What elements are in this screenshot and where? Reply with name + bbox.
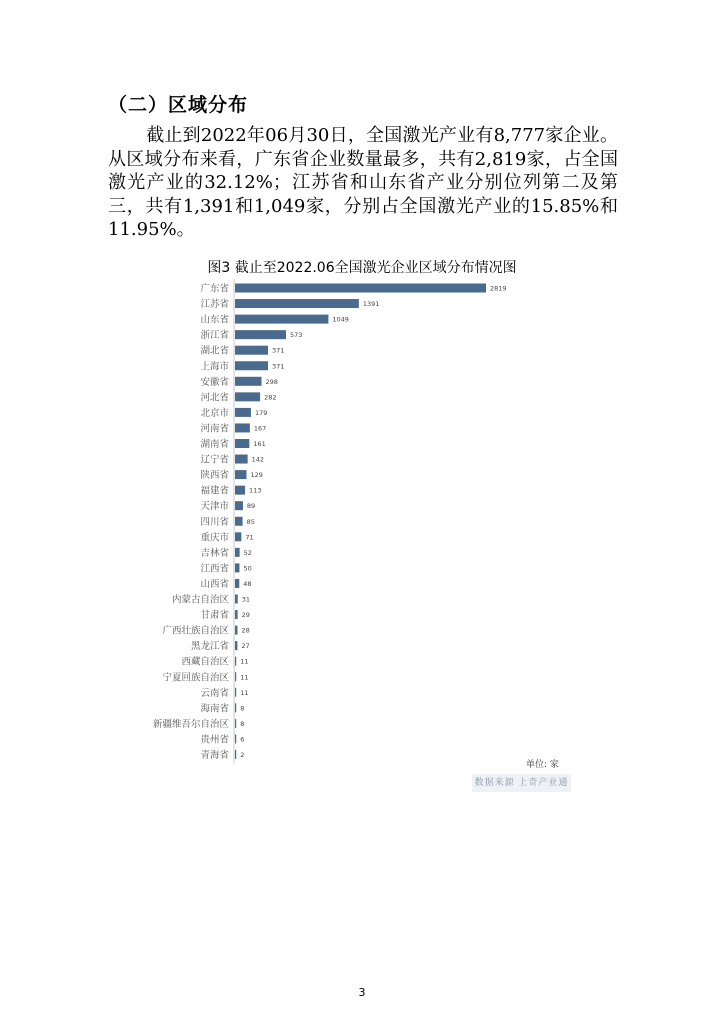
bar — [235, 719, 236, 728]
value-label: 573 — [290, 331, 303, 340]
value-label: 167 — [253, 424, 267, 433]
bar — [235, 299, 359, 308]
category-label: 吉林省 — [200, 547, 229, 559]
category-label: 新疆维吾尔自治区 — [152, 718, 229, 730]
value-label: 85 — [246, 517, 255, 526]
bar — [235, 641, 237, 650]
category-label: 上海市 — [200, 361, 229, 373]
category-label: 青海省 — [200, 750, 229, 761]
value-label: 2 — [240, 751, 245, 759]
value-label: 50 — [243, 564, 252, 573]
value-label: 1391 — [362, 300, 380, 309]
category-label: 辽宁省 — [200, 454, 229, 466]
bar — [235, 423, 250, 432]
bar — [235, 563, 239, 572]
bar — [235, 657, 236, 666]
value-label: 27 — [241, 642, 250, 651]
bar — [235, 501, 243, 510]
bar — [235, 439, 249, 448]
category-label: 北京市 — [200, 407, 229, 419]
value-label: 179 — [254, 408, 268, 417]
bar — [235, 377, 262, 386]
bar — [235, 330, 286, 339]
value-label: 28 — [241, 626, 250, 635]
bar — [235, 392, 260, 401]
bar — [235, 408, 251, 417]
category-label: 西藏自治区 — [181, 656, 229, 668]
unit-label: 单位: 家 — [526, 760, 559, 770]
bar — [235, 470, 246, 479]
bar — [235, 610, 238, 619]
bar — [235, 688, 236, 697]
category-label: 云南省 — [200, 687, 229, 699]
value-label: 11 — [240, 688, 249, 697]
category-label: 天津市 — [200, 501, 229, 513]
figure-caption: 图3 截止至2022.06全国激光企业区域分布情况图 — [207, 260, 517, 276]
category-label: 重庆市 — [200, 532, 229, 544]
category-label: 安徽省 — [200, 376, 229, 388]
value-label: 282 — [264, 393, 277, 402]
value-label: 71 — [245, 533, 254, 542]
category-label: 湖北省 — [200, 345, 229, 357]
paragraph-text: 截止到2022年06月30日，全国激光产业有8,777家企业。从区域分布来看，广东省企业数量最多，共有2,819家，占全国激光产业的32.12%；江苏省和山东省产业分别位列第二及第三，共有1,391和1,049家，分别占全国激光产业的15.85%和11.95%。 — [108, 125, 618, 240]
value-label: 161 — [253, 440, 266, 448]
region-bar-chart — [0, 275, 724, 761]
category-label: 湖南省 — [200, 439, 229, 450]
bar — [235, 315, 328, 324]
value-label: 1049 — [332, 315, 349, 324]
value-label: 29 — [241, 611, 250, 620]
value-label: 8 — [240, 704, 245, 713]
bar — [235, 486, 245, 495]
category-label: 河北省 — [200, 392, 229, 404]
category-label: 江西省 — [200, 563, 229, 575]
value-label: 8 — [240, 719, 245, 728]
bar — [235, 672, 236, 681]
bar — [235, 532, 241, 541]
value-label: 11 — [240, 673, 249, 682]
bar — [235, 346, 268, 355]
bar — [235, 455, 248, 464]
category-label: 福建省 — [200, 485, 229, 497]
bar — [235, 517, 243, 526]
bar — [235, 734, 236, 743]
bar — [235, 626, 237, 635]
value-label: 6 — [240, 735, 245, 744]
page-number: 3 — [358, 986, 366, 999]
value-label: 129 — [250, 471, 263, 480]
category-label: 四川省 — [200, 516, 229, 528]
category-label: 陕西省 — [200, 470, 229, 482]
value-label: 2819 — [490, 284, 507, 293]
category-label: 黑龙江省 — [190, 641, 229, 653]
value-label: 11 — [240, 657, 249, 666]
bar — [235, 548, 240, 557]
category-label: 广东省 — [200, 283, 229, 295]
category-label: 海南省 — [200, 703, 229, 715]
bar — [235, 703, 236, 712]
category-label: 山西省 — [200, 578, 229, 590]
category-label: 江苏省 — [200, 299, 229, 311]
category-label: 浙江省 — [200, 330, 229, 342]
body-paragraph — [108, 124, 618, 242]
value-label: 371 — [272, 362, 285, 371]
value-label: 48 — [243, 579, 252, 588]
value-label: 89 — [246, 502, 256, 511]
bar — [235, 595, 238, 604]
category-label: 河南省 — [200, 423, 229, 435]
category-label: 甘肃省 — [200, 610, 229, 622]
category-label: 宁夏回族自治区 — [162, 672, 229, 684]
value-label: 142 — [251, 455, 265, 464]
category-label: 广西壮族自治区 — [162, 625, 229, 637]
bar — [235, 579, 239, 588]
data-source-badge: 数据来源 上奇产业通 — [472, 774, 571, 792]
category-label: 内蒙古自治区 — [171, 594, 229, 606]
value-label: 52 — [243, 548, 252, 557]
value-label: 371 — [272, 346, 285, 355]
bar — [235, 284, 486, 293]
bar — [235, 361, 268, 370]
value-label: 298 — [265, 377, 278, 386]
category-label: 贵州省 — [200, 734, 229, 746]
value-label: 113 — [249, 486, 262, 495]
bar — [235, 750, 236, 759]
value-label: 31 — [241, 595, 251, 604]
category-label: 山东省 — [200, 314, 229, 326]
section-title: （二）区域分布 — [108, 94, 249, 116]
